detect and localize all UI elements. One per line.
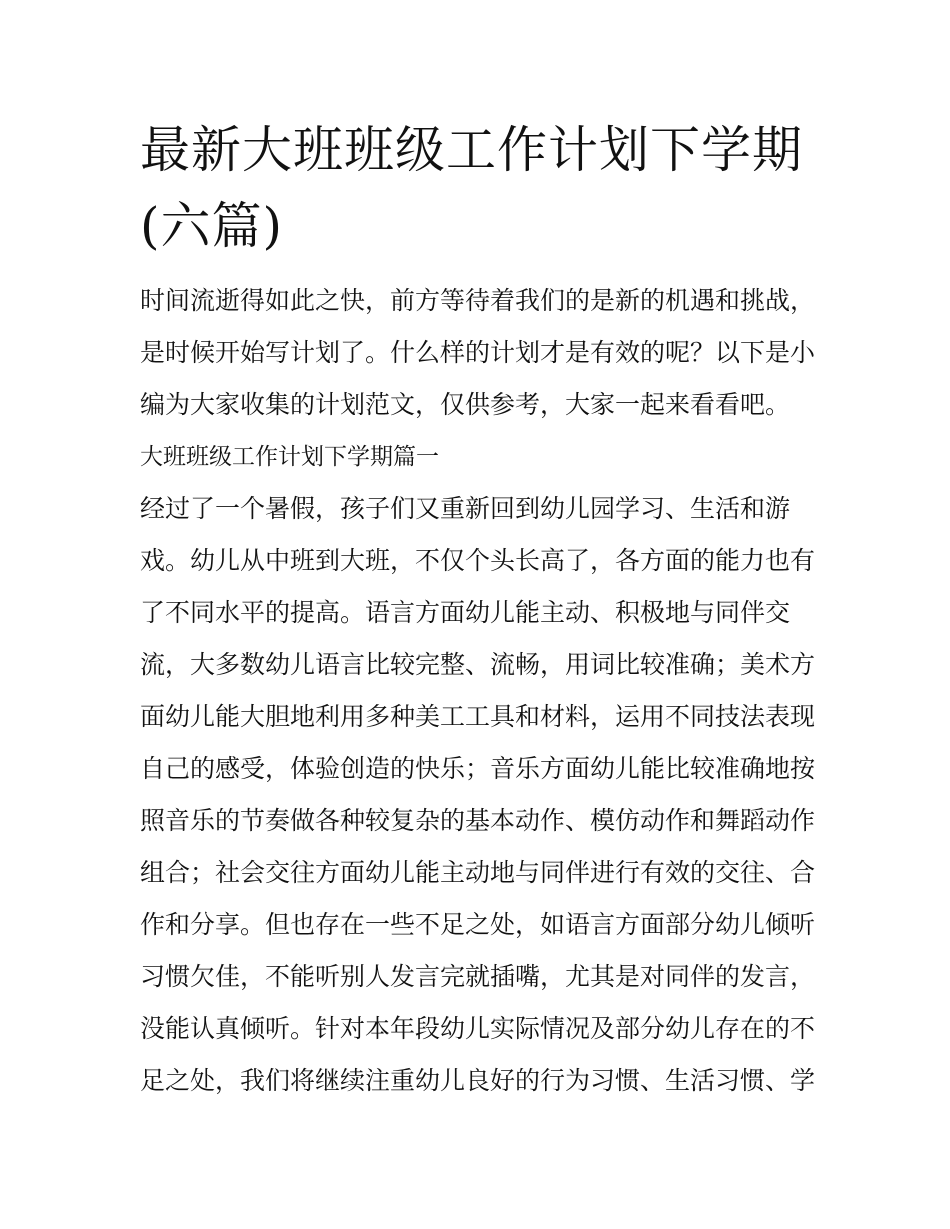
document-title	[140, 112, 820, 264]
body-line-3: 了不同水平的提高。语言方面幼儿能主动、积极地与同伴交	[140, 598, 791, 627]
body-line-9: 作和分享。但也存在一些不足之处，如语言方面部分幼儿倾听	[140, 910, 816, 939]
body-line-5: 面幼儿能大胆地利用多种美工工具和材料，运用不同技法表现	[140, 702, 816, 731]
section-heading: 大班班级工作计划下学期篇一	[140, 444, 439, 470]
body-line-10: 习惯欠佳，不能听别人发言完就插嘴，尤其是对同伴的发言，	[140, 962, 816, 991]
body-line-7: 照音乐的节奏做各种较复杂的基本动作、模仿动作和舞蹈动作	[140, 806, 816, 835]
intro-line-2: 是时候开始写计划了。什么样的计划才是有效的呢？以下是小	[140, 338, 816, 367]
title-line-1: 最新大班班级工作计划下学期	[140, 121, 803, 179]
body-line-2: 戏。幼儿从中班到大班，不仅个头长高了，各方面的能力也有	[140, 546, 816, 575]
body-line-8: 组合；社会交往方面幼儿能主动地与同伴进行有效的交往、合	[140, 858, 816, 887]
body-line-12: 足之处，我们将继续注重幼儿良好的行为习惯、生活习惯、学	[140, 1066, 816, 1095]
body-line-11: 没能认真倾听。针对本年段幼儿实际情况及部分幼儿存在的不	[140, 1014, 816, 1043]
body-line-4: 流，大多数幼儿语言比较完整、流畅，用词比较准确；美术方	[140, 650, 816, 679]
title-line-2: (六篇)	[140, 197, 284, 255]
body-line-6: 自己的感受，体验创造的快乐；音乐方面幼儿能比较准确地按	[140, 754, 816, 783]
intro-line-1: 时间流逝得如此之快，前方等待着我们的是新的机遇和挑战，	[140, 286, 816, 315]
document-body	[140, 278, 820, 1110]
body-line-1: 经过了一个暑假，孩子们又重新回到幼儿园学习、生活和游	[140, 494, 791, 523]
intro-line-3: 编为大家收集的计划范文，仅供参考，大家一起来看看吧。	[140, 390, 791, 419]
